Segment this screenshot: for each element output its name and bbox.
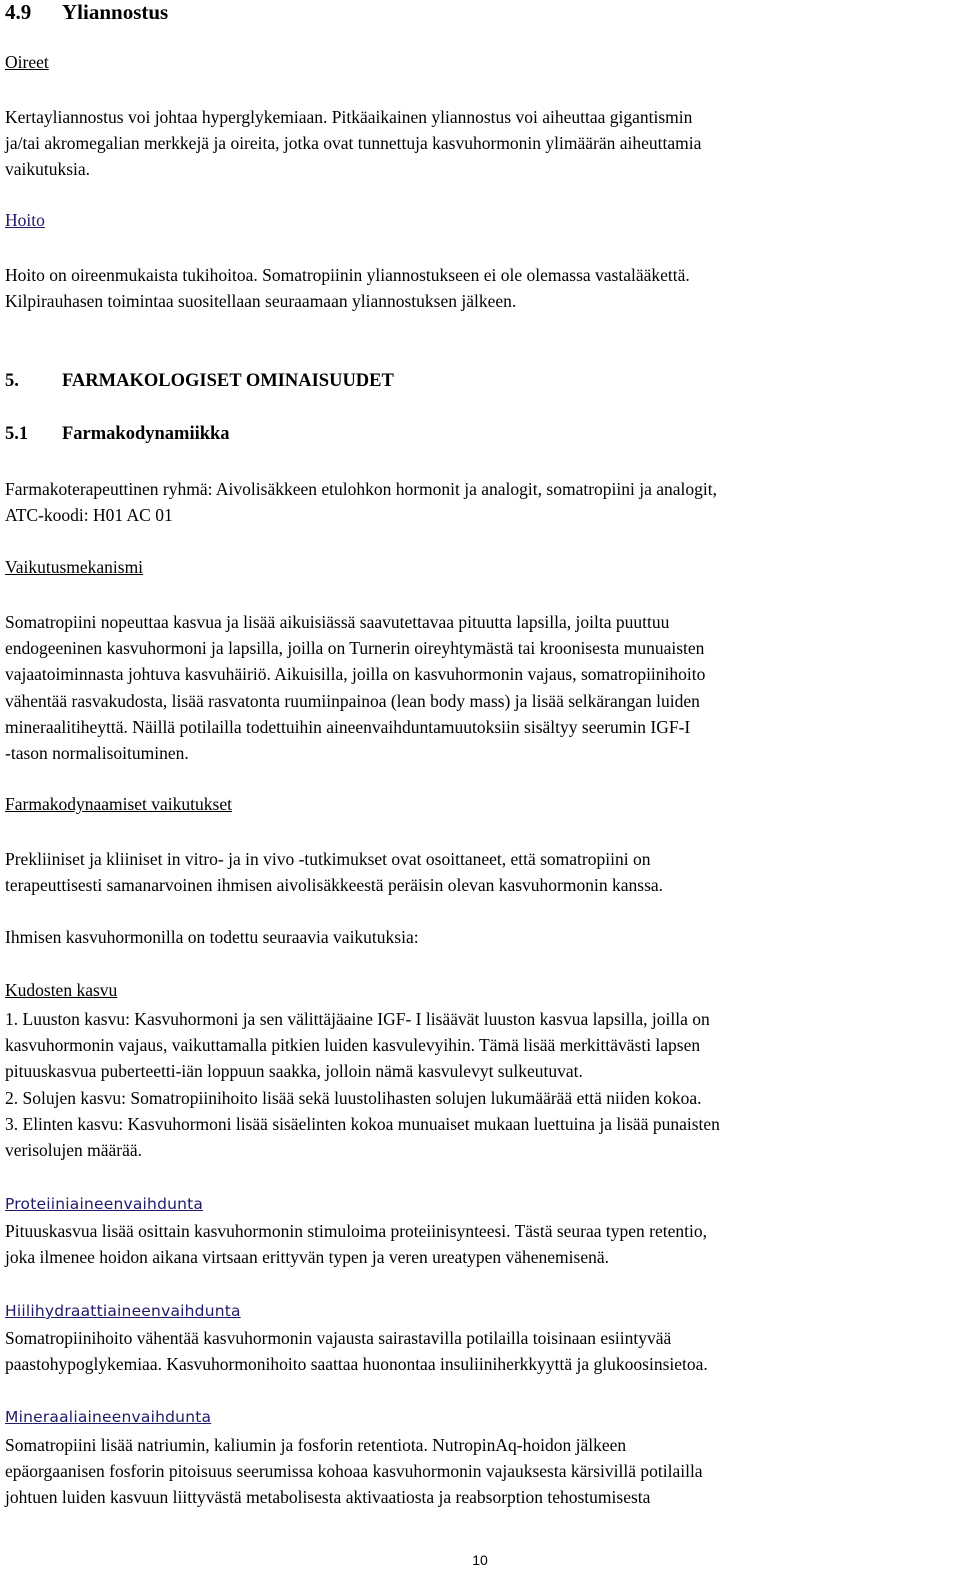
text-line: Somatropiini nopeuttaa kasvua ja lisää aikuisiässä saavutettavaa pituutta lapsilla, joilta puuttuu [5, 612, 670, 632]
text-line: Prekliiniset ja kliiniset in vitro- ja in vivo -tutkimukset ovat osoittaneet, että somatropiini on [5, 849, 651, 869]
text-line: pituuskasvua puberteetti-iän loppuun saakka, jolloin nämä kasvulevyt sulkeutuvat. [5, 1061, 583, 1082]
text-line: joka ilmenee hoidon aikana virtsaan erittyvän typen ja veren ureatypen vähenemisenä. [5, 1247, 609, 1268]
subheading-tissue-growth: Kudosten kasvu [5, 980, 118, 1000]
tissue-growth-paragraph [5, 1006, 950, 1163]
section-heading-4-9 [5, 0, 168, 25]
text-line: Somatropiini lisää natriumin, kaliumin ja fosforin retentiota. NutropinAq-hoidon jälkeen [5, 1435, 627, 1455]
text-line: verisolujen määrää. [5, 1140, 143, 1161]
subheading-mechanism: Vaikutusmekanismi [5, 557, 144, 577]
text-line: johtuen luiden kasvuun liittyvästä metabolisesta aktivaatiosta ja reabsorption tehostumisesta [5, 1487, 651, 1508]
text-line: Hoito on oireenmukaista tukihoitoa. Somatropiinin yliannostukseen ei ole olemassa vastalääkettä. [5, 265, 690, 285]
section-number: 5. [5, 371, 19, 391]
protein-paragraph [5, 1218, 950, 1270]
text-line: vähentää rasvakudosta, lisää rasvatonta ruumiinpainoa (lean body mass) ja lisää selkärangan luiden [5, 690, 700, 711]
section-heading-5 [5, 371, 394, 392]
human-effects-intro: Ihmisen kasvuhormonilla on todettu seuraavia vaikutuksia: [5, 927, 419, 947]
section-title: Yliannostus [62, 0, 169, 24]
section-number: 4.9 [5, 0, 32, 24]
text-line: 2. Solujen kasvu: Somatropiinihoito lisää sekä luustolihasten solujen lukumäärää että niiden kokoa. [5, 1087, 702, 1108]
text-line: ja/tai akromegalian merkkejä ja oireita, jotka ovat tunnettuja kasvuhormonin ylimäärän aiheuttamia [5, 133, 702, 154]
text-line: -tason normalisoituminen. [5, 743, 189, 764]
subheading-symptoms: Oireet [5, 52, 49, 72]
text-line: Kilpirauhasen toimintaa suositellaan seuraamaan yliannostuksen jälkeen. [5, 291, 517, 312]
text-line: kasvuhormonin vajaus, vaikuttamalla pitkien luiden kasvulevyihin. Tämä lisää merkittävästi lapsen [5, 1035, 701, 1056]
symptoms-paragraph [5, 104, 950, 183]
subheading-treatment: Hoito [5, 210, 45, 230]
text-line: ATC-koodi: H01 AC 01 [5, 505, 173, 526]
subheading-pharmacodynamic-effects: Farmakodynaamiset vaikutukset [5, 794, 232, 814]
section-title: Farmakodynamiikka [62, 424, 230, 444]
page-number: 10 [472, 1552, 488, 1568]
text-line: 3. Elinten kasvu: Kasvuhormoni lisää sisäelinten kokoa munuaiset mukaan luettuina ja lisää punaisten [5, 1113, 720, 1134]
section-number: 5.1 [5, 424, 29, 444]
text-line: paastohypoglykemiaa. Kasvuhormonihoito saattaa huonontaa insuliiniherkkyyttä ja glukoosinsietoa. [5, 1354, 708, 1375]
mineral-paragraph [5, 1432, 950, 1511]
section-heading-5-1 [5, 424, 230, 445]
text-line: epäorgaanisen fosforin pitoisuus seerumissa kohoaa kasvuhormonin vajauksesta kärsivillä potilailla [5, 1461, 703, 1482]
text-line: mineraalitiheyttä. Näillä potilailla todettuihin aineenvaihduntamuutoksiin sisältyy seerumin IGF-I [5, 716, 691, 737]
pharmacotherapeutic-group [5, 476, 950, 528]
text-line: Somatropiinihoito vähentää kasvuhormonin vajausta sairastavilla potilailla toisinaan esiintyvää [5, 1328, 672, 1348]
mechanism-paragraph [5, 609, 950, 766]
treatment-paragraph [5, 262, 950, 314]
text-line: vajaatoiminnasta johtuva kasvuhäiriö. Aikuisilla, joilla on kasvuhormonin vajaus, somatropiinihoito [5, 664, 706, 685]
text-line: terapeuttisesti samanarvoinen ihmisen aivolisäkkeestä peräisin olevan kasvuhormonin kanssa. [5, 875, 664, 896]
subheading-mineral-metabolism: Mineraaliaineenvaihdunta [5, 1408, 212, 1426]
carbohydrate-paragraph [5, 1325, 950, 1377]
section-title: FARMAKOLOGISET OMINAISUUDET [62, 371, 394, 391]
text-line: Farmakoterapeuttinen ryhmä: Aivolisäkkeen etulohkon hormonit ja analogit, somatropiini ja analogit, [5, 479, 717, 499]
text-line: Pituuskasvua lisää osittain kasvuhormonin stimuloima proteiinisynteesi. Tästä seuraa typen retentio, [5, 1221, 707, 1241]
text-line: vaikutuksia. [5, 159, 91, 180]
effects-paragraph [5, 846, 950, 898]
text-line: Kertayliannostus voi johtaa hyperglykemiaan. Pitkäaikainen yliannostus voi aiheuttaa gigantismin [5, 107, 693, 127]
text-line: 1. Luuston kasvu: Kasvuhormoni ja sen välittäjäaine IGF- I lisäävät luuston kasvua lapsilla, joilla on [5, 1009, 710, 1029]
subheading-protein-metabolism: Proteiiniaineenvaihdunta [5, 1195, 204, 1213]
subheading-carbohydrate-metabolism: Hiilihydraattiaineenvaihdunta [5, 1302, 241, 1320]
text-line: endogeeninen kasvuhormoni ja lapsilla, joilla on Turnerin oireyhtymästä tai kroonisesta munuaisten [5, 638, 705, 659]
